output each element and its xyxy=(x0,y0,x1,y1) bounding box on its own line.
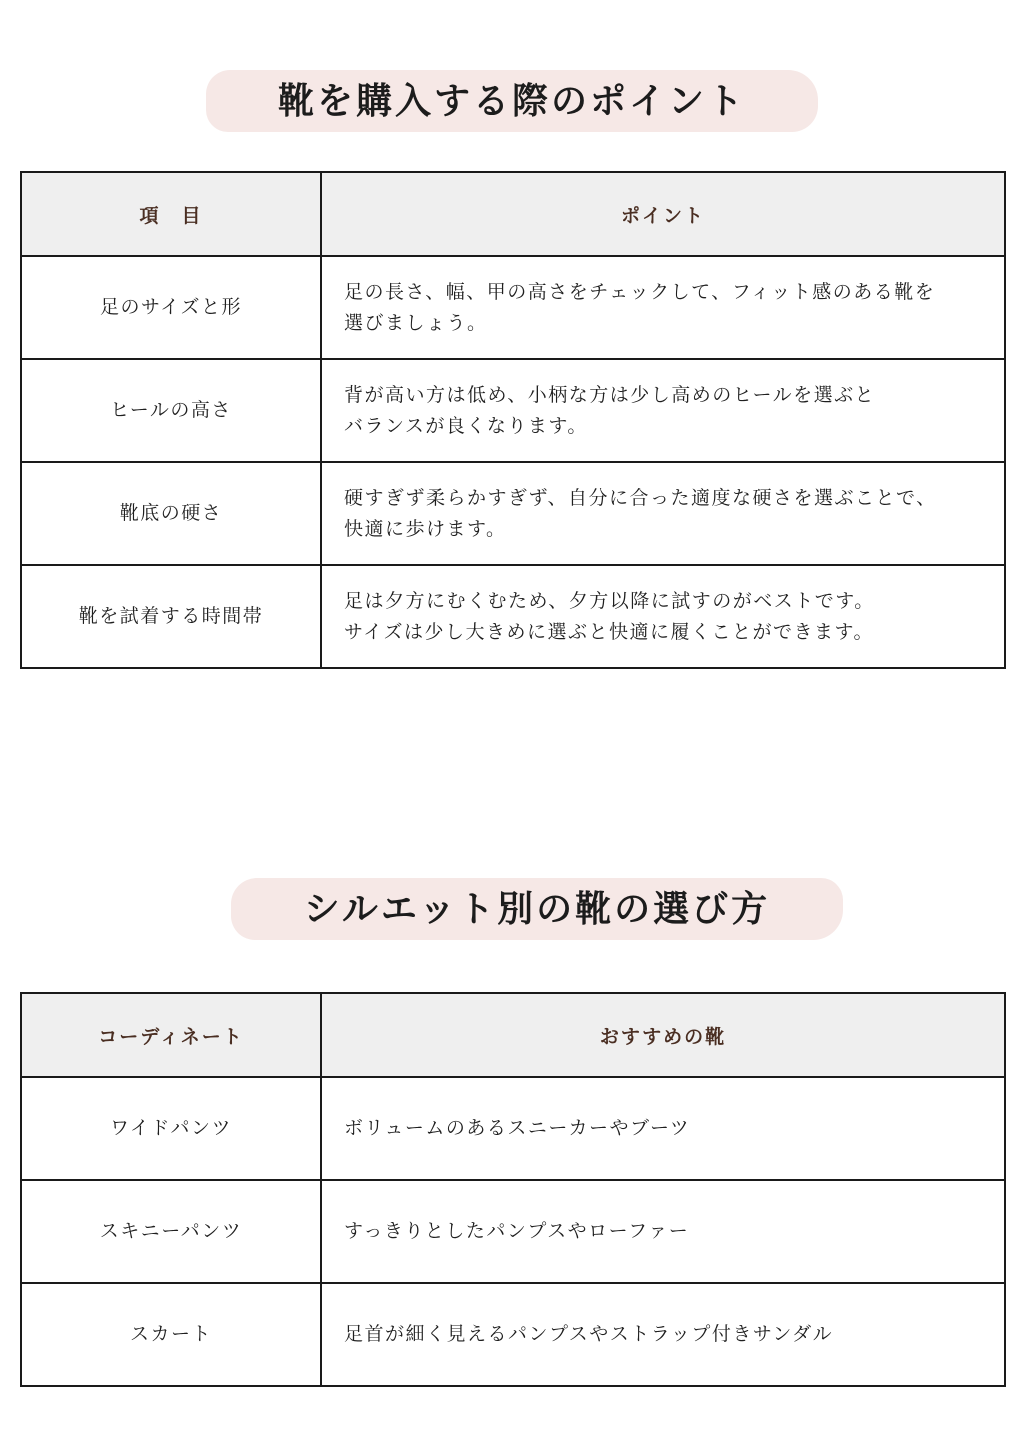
row-item-label: スキニーパンツ xyxy=(21,1180,321,1283)
row-item-label: ヒールの高さ xyxy=(21,359,321,462)
point-line: 快適に歩けます。 xyxy=(344,517,507,540)
table-row xyxy=(21,1283,1005,1386)
table-row xyxy=(21,256,1005,359)
section2-title: シルエット別の靴の選び方 xyxy=(231,878,843,940)
point-line: 背が高い方は低め、小柄な方は少し高めのヒールを選ぶと xyxy=(344,383,876,406)
point-line: 硬すぎず柔らかすぎず、自分に合った適度な硬さを選ぶことで、 xyxy=(344,486,937,509)
row-item-label: ワイドパンツ xyxy=(21,1077,321,1180)
point-line: サイズは少し大きめに選ぶと快適に履くことができます。 xyxy=(344,620,874,643)
row-item-label: スカート xyxy=(21,1283,321,1386)
table-row xyxy=(21,359,1005,462)
row-point-text: ボリュームのあるスニーカーやブーツ xyxy=(321,1077,1005,1180)
column-header-item: 項 目 xyxy=(21,172,321,256)
table-header-row xyxy=(21,993,1005,1077)
row-item-label: 靴を試着する時間帯 xyxy=(21,565,321,668)
row-point-text: 足首が細く見えるパンプスやストラップ付きサンダル xyxy=(321,1283,1005,1386)
section2-title-wrapper xyxy=(0,878,1024,940)
table-row xyxy=(21,1077,1005,1180)
table-row xyxy=(21,565,1005,668)
table-header-row xyxy=(21,172,1005,256)
column-header-recommended-shoes: おすすめの靴 xyxy=(321,993,1005,1077)
silhouette-shoe-table xyxy=(20,992,1006,1387)
row-point-text xyxy=(321,256,1005,359)
section1-title: 靴を購入する際のポイント xyxy=(206,70,818,132)
row-point-text: すっきりとしたパンプスやローファー xyxy=(321,1180,1005,1283)
row-point-text xyxy=(321,359,1005,462)
row-item-label: 足のサイズと形 xyxy=(21,256,321,359)
column-header-coordinate: コーディネート xyxy=(21,993,321,1077)
row-item-label: 靴底の硬さ xyxy=(21,462,321,565)
point-line: 選びましょう。 xyxy=(344,311,488,334)
section1-title-wrapper xyxy=(0,70,1024,132)
shoe-purchase-points-table xyxy=(20,171,1006,669)
point-line: 足は夕方にむくむため、夕方以降に試すのがベストです。 xyxy=(344,589,875,612)
row-point-text xyxy=(321,462,1005,565)
point-line: 足の長さ、幅、甲の高さをチェックして、フィット感のある靴を xyxy=(344,280,936,303)
point-line: バランスが良くなります。 xyxy=(344,414,588,437)
column-header-point: ポイント xyxy=(321,172,1005,256)
table-row xyxy=(21,1180,1005,1283)
row-point-text xyxy=(321,565,1005,668)
table-row xyxy=(21,462,1005,565)
